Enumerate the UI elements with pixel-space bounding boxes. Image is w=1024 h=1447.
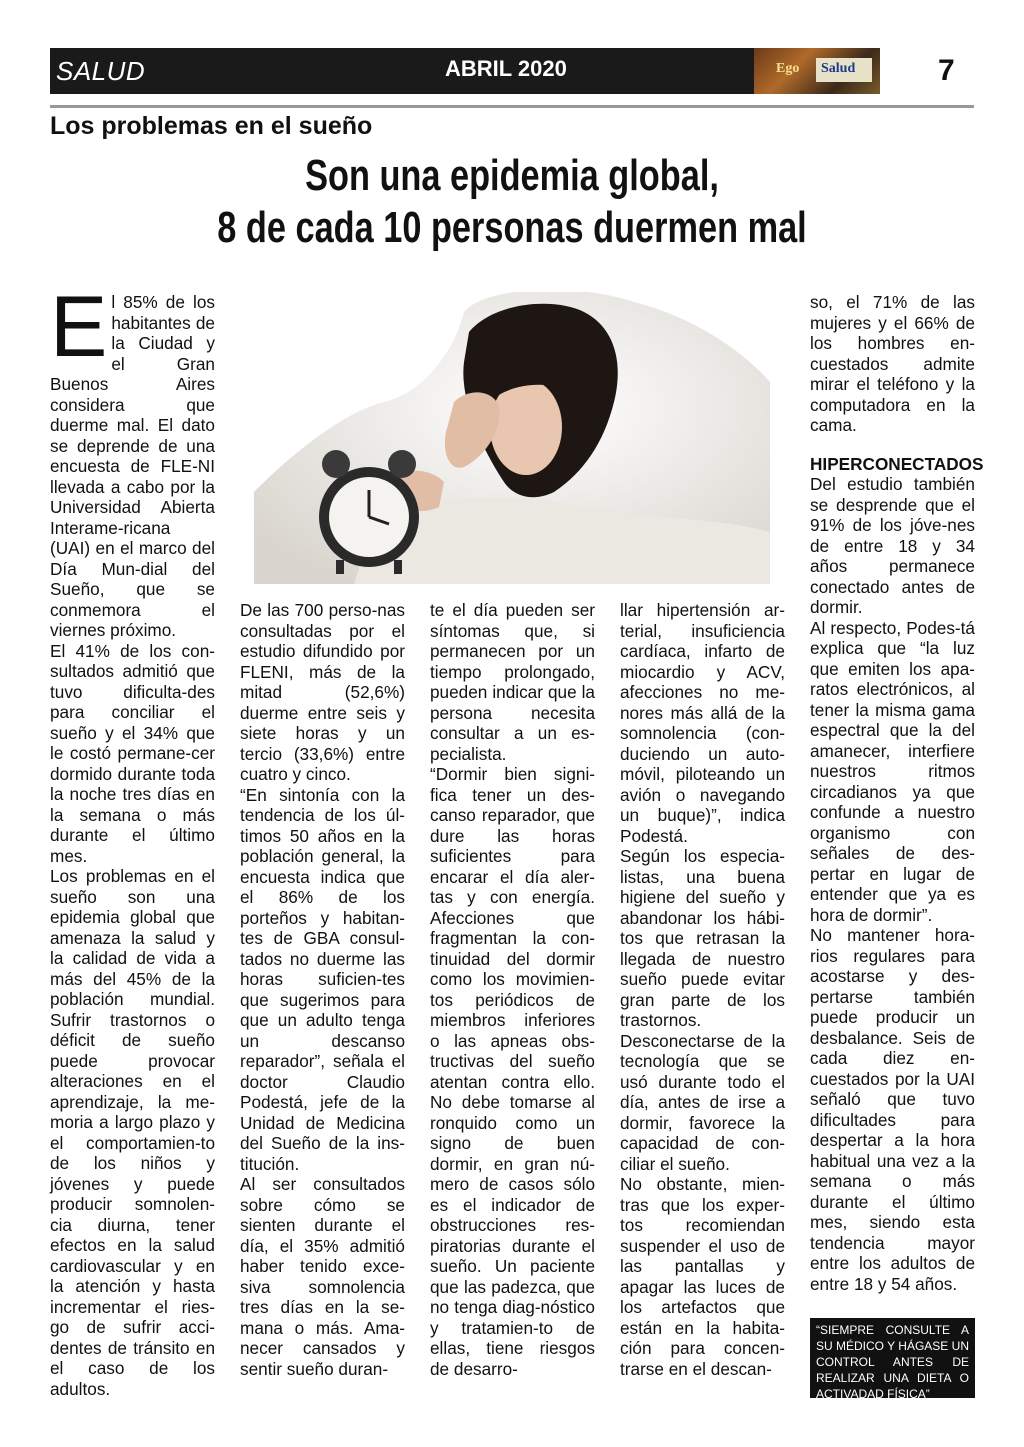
col4-text-3: Desconectarse de la tecnología que se usó durante todo el día, antes de irse a dormir, favorece la capacidad de con-ciliar el sueño. bbox=[620, 1030, 785, 1174]
magazine-logo bbox=[754, 48, 880, 94]
paragraph bbox=[50, 279, 215, 641]
col1-text-3: Los problemas en el sueño son una epidemia global que amenaza la salud y la calidad de vida a más del 45% de la población mundial. Sufrir trastornos o déficit de sueño puede provocar alteraciones en el aprendizaje, la me-moria a largo plazo y el comportamien-to de los niños y jóvenes y puede producir somnolen-cia diurna, tener efectos en la salud cardiovascular y en la atención y hasta incrementar el ries-go de sufrir acci-dentes de tránsito en el caso de los adultos. bbox=[50, 866, 215, 1399]
logo-text-salud: Salud bbox=[821, 61, 856, 76]
col1-text-1: l 85% de los habitantes de la Ciudad y el Gran Buenos Aires considera que duerme mal. El dato se deprende de una encuesta de FLE-NI llevada a cabo por la Universidad Abierta Interame-ricana (UAI) en el marco del Día Mun-dial del Sueño, que se conmemora el viernes próximo. bbox=[50, 292, 215, 640]
advice-quote-box: “SIEMPRE CONSULTE A SU MÉDICO Y HÁGASE UN CONTROL ANTES DE REALIZAR UNA DIETA O ACTIVADAD FÍSICA” bbox=[810, 1318, 975, 1398]
article-column-4 bbox=[620, 600, 785, 1379]
logo-plate bbox=[816, 58, 872, 82]
headline-line-1: Son una epidemia global, bbox=[305, 151, 719, 200]
col5-text-2: Al respecto, Podes-tá explica que “la luz que emiten los apa-ratos electrónicos, al tener la misma gama espectral que la del amanecer, interfiere nuestros ritmos circadianos ya que confunde a nuestro organismo con señales de des-pertar en lugar de entender que ya es hora de dormir”. bbox=[810, 617, 975, 925]
article-column-2 bbox=[240, 600, 405, 1379]
page-number: 7 bbox=[938, 54, 955, 87]
woman-with-alarm-clock-photo bbox=[254, 292, 770, 584]
clock-bell-left bbox=[322, 450, 350, 478]
clock-foot-left bbox=[336, 560, 344, 574]
section-header-bar bbox=[50, 48, 756, 94]
section-name: SALUD bbox=[56, 56, 146, 86]
col2-text-3: Al ser consultados sobre cómo se sienten durante el día, el 35% admitió haber tenido exce-siva somnolencia tres días en la se-mana o más. Ama-necer cansados y sentir sueño duran- bbox=[240, 1174, 405, 1379]
col1-text-2: El 41% de los con-sultados admitió que tuvo dificulta-des para conciliar el sueño y el 34% que le costó permane-cer dormido durante toda la noche tres días en la semana o más durante el último mes. bbox=[50, 640, 215, 866]
col3-text-1: te el día pueden ser síntomas que, si permanecen por un tiempo prolongado, pueden indicar que la persona necesita consultar a un es-pecialista. bbox=[430, 600, 595, 764]
clock-foot-right bbox=[394, 560, 402, 574]
col2-text-2: “En sintonía con la tendencia de los úl-timos 50 años en la población general, la encuesta indica que el 86% de los porteños y habitan-tes de GBA consul-tados no duerme las horas suficien-tes que sugerimos para que un adulto tenga un descanso reparador”, señala el doctor Claudio Podestá, jefe de la Unidad de Medicina del Sueño de la ins-titución. bbox=[240, 784, 405, 1174]
article-column-1 bbox=[50, 279, 215, 1399]
header-divider bbox=[50, 105, 974, 108]
col5-intro: so, el 71% de las mujeres y el 66% de los hombres en-cuestados admite mirar el teléfono y la computadora en la cama. bbox=[810, 292, 975, 435]
col4-text-2: Según los especia-listas, una buena higiene del sueño y abandonar los hábi-tos que retrasan la llegada de nuestro sueño puede evitar gran parte de los trastornos. bbox=[620, 846, 785, 1030]
drop-cap: E bbox=[50, 279, 108, 375]
col3-text-2: “Dormir bien signi-fica tener un des-canso reparador, que dure las horas suficientes para encarar el día aler-tas y con energía. Afecciones que fragmentan la con-tinuidad del dormir como los movimien-tos periódicos de miembros inferiores o las apneas obs-tructivas del sueño atentan contra ello. No debe tomarse al ronquido como un signo de buen dormir, en gran nú-mero de casos sólo es el indicador de obstrucciones res-piratorias durante el sueño. Un paciente que las padezca, que no tenga diag-nóstico y tratamien-to de ellas, tiene riesgos de desarro- bbox=[430, 764, 595, 1379]
logo-text-ego: Ego bbox=[776, 61, 800, 76]
issue-date: ABRIL 2020 bbox=[445, 56, 567, 81]
col4-text-4: No obstante, mien-tras que los exper-tos recomiendan suspender el uso de las pantallas y apagar las luces de los artefactos que están en la habita-ción para concen-trarse en el descan- bbox=[620, 1174, 785, 1379]
article-kicker: Los problemas en el sueño bbox=[50, 112, 373, 140]
col5-text-1: Del estudio también se desprende que el 91% de los jóve-nes de entre 18 y 34 años permanece conectado antes de dormir. bbox=[810, 474, 975, 617]
article-column-3 bbox=[430, 600, 595, 1379]
headline-line-2: 8 de cada 10 personas duermen mal bbox=[217, 203, 807, 252]
col2-text-1: De las 700 perso-nas consultadas por el estudio difundido por FLENI, más de la mitad (52,6%) duerme entre seis y siete horas y un tercio (33,6%) entre cuatro y cinco. bbox=[240, 600, 405, 784]
col5-text-3: No mantener hora-rios regulares para acostarse y des-pertarse también puede producir un desbalance. Seis de cada diez en-cuestados por la UAI señaló que tuvo dificultades para despertar a la hora habitual una vez a la semana o más durante el último mes, siendo esta tendencia mayor entre los adultos de entre 18 y 54 años. bbox=[810, 925, 975, 1294]
article-headline bbox=[191, 150, 834, 254]
col4-text-1: llar hipertensión ar-terial, insuficiencia cardíaca, infarto de miocardio y ACV, afecciones no me-nores más allá de la somnolencia (con-duciendo un auto-móvil, piloteando un avión o navegando un buque)”, indica Podestá. bbox=[620, 600, 785, 846]
article-column-5 bbox=[810, 292, 984, 1294]
photo-illustration bbox=[254, 292, 770, 584]
subheading-hiperconectados: HIPERCONECTADOS bbox=[810, 453, 984, 474]
clock-bell-right bbox=[388, 450, 416, 478]
